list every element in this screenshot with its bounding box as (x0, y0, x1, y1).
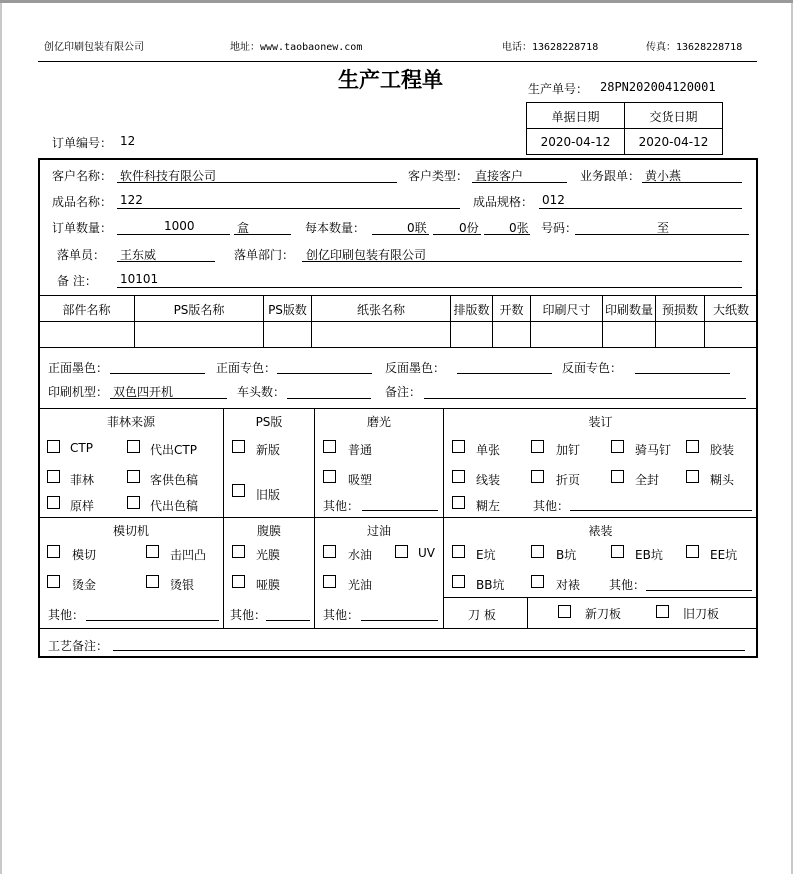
matte-film-checkbox[interactable] (232, 575, 245, 588)
ps-title: PS版 (255, 415, 283, 429)
new-knife-label: 新刀板 (585, 607, 622, 621)
thread-sewn-label: 线装 (476, 473, 501, 487)
salesman-label: 业务跟单： (580, 169, 641, 183)
per-fen-line (433, 234, 481, 235)
back-ink-label: 反面墨色： (385, 361, 446, 375)
duplex-mount-checkbox[interactable] (531, 575, 544, 588)
new-plate-label: 新版 (256, 443, 281, 457)
binding-other-line[interactable] (570, 510, 752, 511)
customer-name[interactable]: 软件科技有限公司 (120, 169, 217, 183)
back-ink-line[interactable] (457, 373, 552, 374)
old-knife-label: 旧刀板 (683, 607, 720, 621)
delivery-date: 2020-04-12 (638, 135, 709, 149)
new-plate-checkbox[interactable] (232, 440, 245, 453)
front-ink-line[interactable] (110, 373, 205, 374)
laminate-other-label: 其他： (230, 608, 267, 622)
glue-bind-label: 胶装 (710, 443, 735, 457)
parts-table-header-bottom (39, 321, 757, 322)
duplex-mount-label: 对裱 (556, 578, 581, 592)
product-name-line (117, 208, 460, 209)
col-print-size: 印刷尺寸 (542, 303, 591, 317)
gloss-oil-label: 光油 (348, 578, 373, 592)
col-part-name: 部件名称 (62, 303, 111, 317)
die-cut-label: 模切 (72, 548, 97, 562)
note-line[interactable] (424, 398, 746, 399)
client-proof-checkbox[interactable] (127, 470, 140, 483)
customer-type-line (472, 182, 567, 183)
customer-name-label: 客户名称： (52, 169, 113, 183)
col-waste: 预损数 (661, 303, 698, 317)
back-spot-line[interactable] (635, 373, 730, 374)
die-other-line[interactable] (86, 620, 219, 621)
film-title: 菲林来源 (106, 415, 155, 429)
doc-date-label: 单据日期 (551, 110, 600, 124)
per-zhang[interactable]: 0张 (509, 221, 529, 235)
order-no-label: 订单编号： (52, 136, 113, 150)
dept-line (302, 261, 742, 262)
number-to: 至 (657, 221, 670, 235)
window-left-border (0, 3, 2, 874)
die-cut-checkbox[interactable] (47, 545, 60, 558)
number-label: 号码： (541, 221, 578, 235)
product-name-label: 成品名称： (52, 195, 113, 209)
normal-polish-label: 普通 (348, 443, 373, 457)
old-plate-label: 旧版 (256, 488, 281, 502)
salesman[interactable]: 黄小燕 (645, 169, 682, 183)
company-name: 创亿印刷包装有限公司 (44, 42, 144, 53)
blister-label: 吸塑 (348, 473, 373, 487)
saddle-stitch-checkbox[interactable] (611, 440, 624, 453)
dept-label: 落单部门： (234, 248, 295, 262)
front-ink-label: 正面墨色： (48, 361, 109, 375)
col-ps-name: PS版名称 (173, 303, 225, 317)
e-flute-checkbox[interactable] (452, 545, 465, 558)
order-qty[interactable]: 1000 (164, 219, 195, 233)
salesman-line (642, 182, 742, 183)
front-spot-line[interactable] (277, 373, 372, 374)
delivery-date-label: 交货日期 (649, 110, 698, 124)
parts-table-bottom (39, 347, 757, 348)
single-sheet-label: 单张 (476, 443, 501, 457)
remark-label: 备 注： (57, 274, 97, 288)
production-no: 28PN202004120001 (600, 80, 716, 94)
order-qty-line (117, 234, 230, 235)
process-bottom (39, 628, 757, 629)
back-spot-label: 反面专色： (562, 361, 623, 375)
mount-other-label: 其他： (609, 578, 646, 592)
clerk[interactable]: 王东威 (120, 248, 157, 262)
ee-flute-checkbox[interactable] (686, 545, 699, 558)
bb-flute-label: BB坑 (476, 578, 505, 592)
per-qty-label: 每本数量： (305, 221, 366, 235)
bb-flute-checkbox[interactable] (452, 575, 465, 588)
saddle-stitch-label: 骑马钉 (635, 443, 672, 457)
water-oil-checkbox[interactable] (323, 545, 336, 558)
customer-type-label: 客户类型： (408, 169, 469, 183)
matte-film-label: 哑膜 (256, 578, 281, 592)
client-proof-label: 客供色稿 (150, 473, 199, 487)
col-open-count: 开数 (499, 303, 524, 317)
staple-label: 加钉 (556, 443, 581, 457)
uv-label: UV (418, 546, 435, 560)
product-spec-label: 成品规格： (473, 195, 534, 209)
normal-polish-checkbox[interactable] (323, 440, 336, 453)
knife-label: 刀 板 (468, 608, 496, 622)
staple-checkbox[interactable] (531, 440, 544, 453)
laminate-title: 腹膜 (256, 524, 281, 538)
knife-divider (443, 597, 757, 598)
hot-silver-checkbox[interactable] (146, 575, 159, 588)
process-note-label: 工艺备注： (48, 639, 109, 653)
mount-title: 裱装 (588, 524, 613, 538)
glue-left-checkbox[interactable] (452, 496, 465, 509)
per-fen[interactable]: 0份 (459, 221, 479, 235)
eb-flute-checkbox[interactable] (611, 545, 624, 558)
oil-other-label: 其他： (323, 608, 360, 622)
ee-flute-label: EE坑 (710, 548, 738, 562)
customer-type[interactable]: 直接客户 (475, 169, 524, 183)
press-type-line (110, 398, 227, 399)
proxy-ctp-checkbox[interactable] (127, 440, 140, 453)
press-type[interactable]: 双色四开机 (113, 385, 174, 399)
gloss-oil-checkbox[interactable] (323, 575, 336, 588)
glue-head-label: 糊头 (710, 473, 735, 487)
col-layout-count: 排版数 (453, 303, 490, 317)
hot-silver-label: 烫银 (170, 578, 195, 592)
hot-gold-label: 烫金 (72, 578, 97, 592)
clerk-line (117, 261, 215, 262)
proxy-proof-checkbox[interactable] (127, 496, 140, 509)
per-zhang-line (484, 234, 530, 235)
head-count-label: 车头数： (237, 385, 286, 399)
b-flute-checkbox[interactable] (531, 545, 544, 558)
process-mid (39, 517, 757, 518)
glue-bind-checkbox[interactable] (686, 440, 699, 453)
customer-name-line (117, 182, 397, 183)
die-title: 模切机 (112, 524, 149, 538)
fold-label: 折页 (556, 473, 581, 487)
glue-head-checkbox[interactable] (686, 470, 699, 483)
per-lian-line (372, 234, 429, 235)
full-seal-label: 全封 (635, 473, 660, 487)
process-col-1 (223, 408, 224, 628)
parts-table-top (39, 295, 757, 296)
process-col-3 (443, 408, 444, 628)
fold-checkbox[interactable] (531, 470, 544, 483)
binding-other-label: 其他： (533, 499, 570, 513)
product-spec-line (539, 208, 742, 209)
process-col-2 (314, 408, 315, 628)
dept[interactable]: 创亿印刷包装有限公司 (306, 248, 427, 262)
per-lian[interactable]: 0联 (407, 221, 427, 235)
col-print-qty: 印刷数量 (604, 303, 653, 317)
polish-title: 磨光 (366, 415, 391, 429)
remark-line (117, 287, 742, 288)
blister-checkbox[interactable] (323, 470, 336, 483)
page-title: 生产工程单 (338, 68, 443, 92)
polish-other-label: 其他： (323, 499, 360, 513)
proxy-proof-label: 代出色稿 (150, 499, 199, 513)
gloss-film-checkbox[interactable] (232, 545, 245, 558)
production-no-label: 生产单号： (528, 82, 589, 96)
single-sheet-checkbox[interactable] (452, 440, 465, 453)
e-flute-label: E坑 (476, 548, 496, 562)
press-type-label: 印刷机型： (48, 385, 109, 399)
order-qty-label: 订单数量： (52, 221, 113, 235)
new-knife-checkbox[interactable] (558, 605, 571, 618)
eb-flute-label: EB坑 (635, 548, 663, 562)
water-oil-label: 水油 (348, 548, 373, 562)
company-fax: 传真：13628228718 (646, 42, 743, 53)
clerk-label: 落单员： (57, 248, 106, 262)
company-phone: 电话：13628228718 (502, 42, 599, 53)
order-unit[interactable]: 盒 (237, 221, 250, 235)
film-checkbox[interactable] (47, 470, 60, 483)
number-line (575, 234, 749, 235)
binding-title: 装订 (588, 415, 613, 429)
old-plate-checkbox[interactable] (232, 484, 245, 497)
hot-gold-checkbox[interactable] (47, 575, 60, 588)
col-big-paper: 大纸数 (712, 303, 749, 317)
original-label: 原样 (70, 499, 95, 513)
window-top-border (0, 0, 793, 3)
die-other-label: 其他： (48, 608, 85, 622)
film-label: 菲林 (70, 473, 95, 487)
process-top (39, 408, 757, 409)
oil-other-line[interactable] (361, 620, 438, 621)
laminate-other-line[interactable] (266, 620, 310, 621)
product-name[interactable]: 122 (120, 193, 143, 207)
front-spot-label: 正面专色： (216, 361, 277, 375)
note-label: 备注： (385, 385, 422, 399)
order-no: 12 (120, 134, 136, 148)
product-spec[interactable]: 012 (542, 193, 565, 207)
ctp-checkbox[interactable] (47, 440, 60, 453)
header-divider (38, 61, 757, 62)
glue-left-label: 糊左 (476, 499, 501, 513)
uv-checkbox[interactable] (395, 545, 408, 558)
old-knife-checkbox[interactable] (656, 605, 669, 618)
doc-date: 2020-04-12 (540, 135, 611, 149)
b-flute-label: B坑 (556, 548, 577, 562)
ctp-label: CTP (70, 441, 93, 455)
col-ps-count: PS版数 (268, 303, 307, 317)
proxy-ctp-label: 代出CTP (150, 443, 197, 457)
oil-title: 过油 (366, 524, 391, 538)
col-paper-name: 纸张名称 (356, 303, 405, 317)
thread-sewn-checkbox[interactable] (452, 470, 465, 483)
gloss-film-label: 光膜 (256, 548, 281, 562)
mount-other-line[interactable] (646, 590, 752, 591)
remark[interactable]: 10101 (120, 272, 159, 286)
original-checkbox[interactable] (47, 496, 60, 509)
head-count-line[interactable] (287, 398, 371, 399)
process-note-line[interactable] (113, 650, 745, 651)
knife-col-divider (527, 597, 528, 628)
company-address: 地址：www.taobaonew.com (230, 42, 363, 53)
emboss-checkbox[interactable] (146, 545, 159, 558)
unit-line (234, 234, 291, 235)
polish-other-line[interactable] (362, 510, 438, 511)
full-seal-checkbox[interactable] (611, 470, 624, 483)
emboss-label: 击凹凸 (170, 548, 207, 562)
